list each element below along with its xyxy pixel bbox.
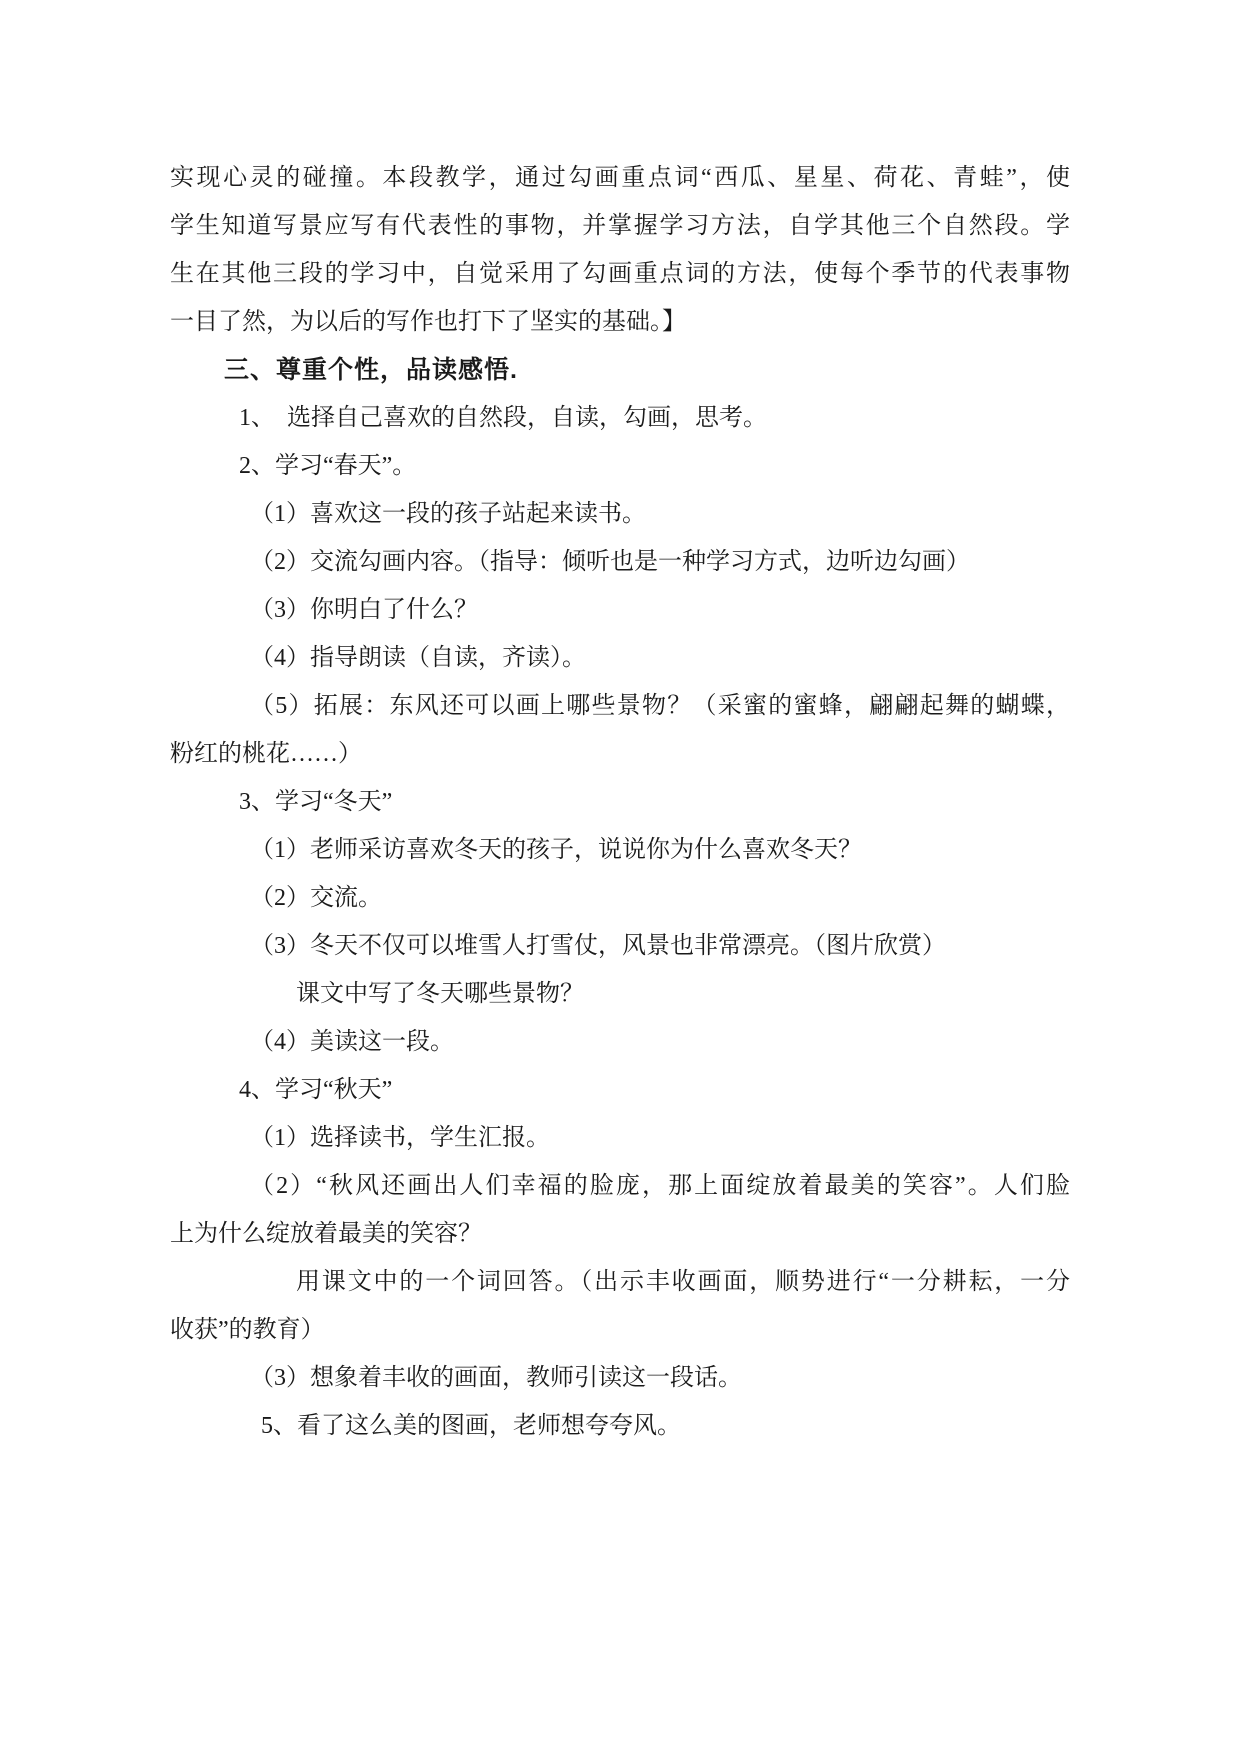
sub-list-item: （3）你明白了什么？ [250, 597, 478, 623]
section-heading: 三、尊重个性，品读感悟. [224, 356, 518, 384]
list-item: 1、 选择自己喜欢的自然段，自读，勾画，思考。 [239, 405, 767, 431]
list-item: 3、学习“冬天” [239, 789, 393, 815]
paragraph-line: 收获”的教育） [170, 1317, 325, 1343]
sub-list-item: （3）想象着丰收的画面，教师引读这一段话。 [250, 1365, 742, 1391]
sub-list-item: （4）指导朗读（自读，齐读）。 [250, 645, 586, 671]
paragraph-line: 实现心灵的碰撞。本段教学，通过勾画重点词“西瓜、星星、荷花、青蛙”，使 [170, 165, 1070, 191]
list-item: 2、学习“春天”。 [239, 453, 417, 479]
indented-note: 课文中写了冬天哪些景物？ [296, 981, 584, 1007]
document-body [170, 154, 1070, 1450]
sub-list-item: （1）老师采访喜欢冬天的孩子，说说你为什么喜欢冬天？ [250, 837, 862, 863]
sub-list-item: （5）拓展：东风还可以画上哪些景物？（采蜜的蜜蜂，翩翩起舞的蝴蝶， [250, 693, 1070, 719]
sub-list-item: （2）“秋风还画出人们幸福的脸庞，那上面绽放着最美的笑容”。人们脸 [250, 1173, 1070, 1199]
paragraph-line: 粉红的桃花……） [170, 741, 362, 767]
paragraph-line: 生在其他三段的学习中，自觉采用了勾画重点词的方法，使每个季节的代表事物 [170, 261, 1070, 287]
list-item: 5、看了这么美的图画，老师想夸夸风。 [261, 1413, 681, 1439]
list-item: 4、学习“秋天” [239, 1077, 393, 1103]
sub-list-item: （2）交流。 [250, 885, 382, 911]
sub-list-item: （3）冬天不仅可以堆雪人打雪仗，风景也非常漂亮。（图片欣赏） [250, 933, 946, 959]
sub-list-item: （4）美读这一段。 [250, 1029, 454, 1055]
paragraph-line: 一目了然，为以后的写作也打下了坚实的基础。】 [170, 309, 686, 335]
indented-note: 用课文中的一个词回答。（出示丰收画面，顺势进行“一分耕耘，一分 [296, 1269, 1070, 1295]
sub-list-item: （2）交流勾画内容。（指导：倾听也是一种学习方式，边听边勾画） [250, 549, 970, 575]
sub-list-item: （1）选择读书，学生汇报。 [250, 1125, 550, 1151]
sub-list-item: （1）喜欢这一段的孩子站起来读书。 [250, 501, 646, 527]
paragraph-line: 上为什么绽放着最美的笑容？ [170, 1221, 482, 1247]
paragraph-line: 学生知道写景应写有代表性的事物，并掌握学习方法，自学其他三个自然段。学 [170, 213, 1070, 239]
